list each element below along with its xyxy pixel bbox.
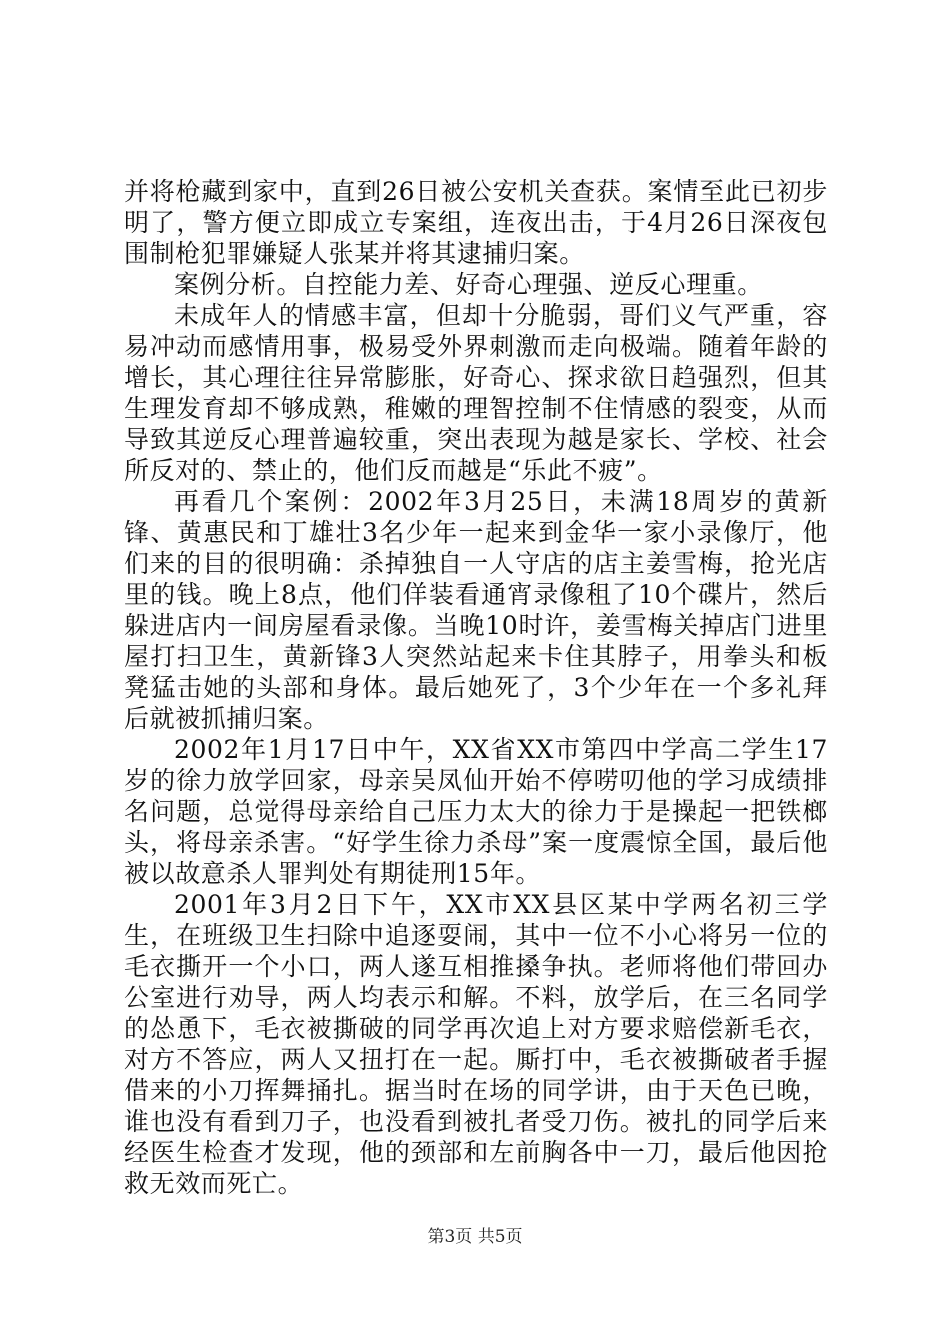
- document-body: [124, 176, 828, 1199]
- paragraph-continuation: 并将枪藏到家中，直到26日被公安机关查获。案情至此已初步明了，警方便立即成立专案组，连夜出击，于4月26日深夜包围制枪犯罪嫌疑人张某并将其逮捕归案。: [124, 177, 828, 268]
- paragraph-minor-psychology: 未成年人的情感丰富，但却十分脆弱，哥们义气严重，容易冲动而感情用事，极易受外界刺激而走向极端。随着年龄的增长，其心理往往异常膨胀，好奇心、探求欲日趋强烈，但其生理发育却不够成熟，稚嫩的理智控制不住情感的裂变，从而导致其逆反心理普遍较重，突出表现为越是家长、学校、社会所反对的、禁止的，他们反而越是“乐此不疲”。: [124, 301, 828, 485]
- paragraph-case-sweater: 2001年3月2日下午，XX市XX县区某中学两名初三学生，在班级卫生扫除中追逐耍闹，其中一位不小心将另一位的毛衣撕开一个小口，两人遂互相推搡争执。老师将他们带回办公室进行劝导，两人均表示和解。不料，放学后，在三名同学的怂恿下，毛衣被撕破的同学再次追上对方要求赔偿新毛衣，对方不答应，两人又扭打在一起。厮打中，毛衣被撕破者手握借来的小刀挥舞捅扎。据当时在场的同学讲，由于天色已晚，谁也没有看到刀子，也没看到被扎者受刀伤。被扎的同学后来经医生检查才发现，他的颈部和左前胸各中一刀，最后他因抢救无效而死亡。: [124, 890, 828, 1198]
- paragraph-case-analysis-heading: 案例分析。自控能力差、好奇心理强、逆反心理重。: [174, 270, 763, 299]
- paragraph-case-video-store: 再看几个案例：2002年3月25日，未满18周岁的黄新锋、黄惠民和丁雄壮3名少年一起来到金华一家小录像厅，他们来的目的很明确：杀掉独自一人守店的店主姜雪梅，抢光店里的钱。晚上8点，他们佯装看通宵录像租了10个碟片，然后躲进店内一间房屋看录像。当晚10时许，姜雪梅关掉店门进里屋打扫卫生，黄新锋3人突然站起来卡住其脖子，用拳头和板凳猛击她的头部和身体。最后她死了，3个少年在一个多礼拜后就被抓捕归案。: [124, 487, 828, 733]
- page-number-footer: 第3页 共5页: [427, 1227, 523, 1247]
- paragraph-case-xu-li: 2002年1月17日中午，XX省XX市第四中学高二学生17岁的徐力放学回家，母亲吴凤仙开始不停唠叨他的学习成绩排名问题，总觉得母亲给自己压力太大的徐力于是操起一把铁榔头，将母亲杀害。“好学生徐力杀母”案一度震惊全国，最后他被以故意杀人罪判处有期徒刑15年。: [124, 735, 828, 888]
